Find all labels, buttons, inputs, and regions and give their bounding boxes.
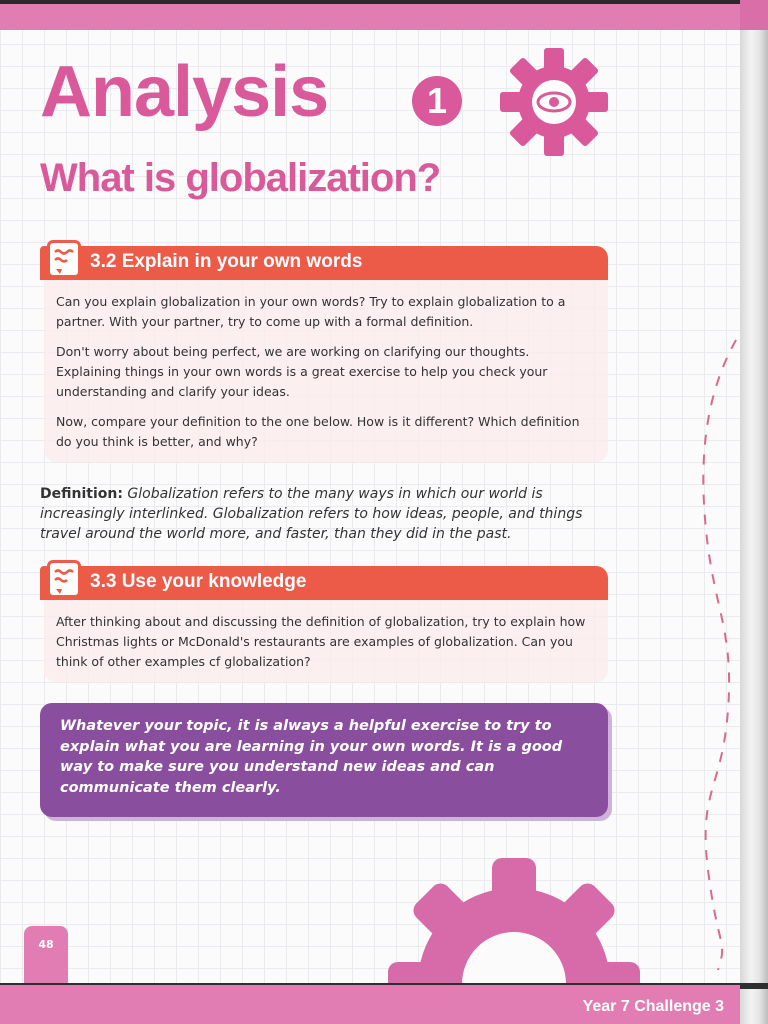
book-spine bbox=[740, 0, 768, 1024]
definition-label: Definition: bbox=[40, 486, 123, 502]
page-subtitle: What is globalization? bbox=[40, 156, 441, 200]
task-3-2-heading: 3.2 Explain in your own words bbox=[90, 251, 363, 272]
task-3-3-header bbox=[40, 566, 608, 600]
task-3-3-body bbox=[44, 600, 608, 682]
section-number-badge: 1 bbox=[412, 76, 462, 126]
gear-icon bbox=[388, 858, 640, 988]
page-number-tab bbox=[24, 926, 68, 988]
task-paragraph: Don't worry about being perfect, we are working on clarifying our thoughts. Explaining things in your own words is a great exercise to help you check your understanding and clarify your ideas. bbox=[56, 344, 548, 399]
task-paragraph: Can you explain globalization in your own words? Try to explain globalization to a partner. With your partner, try to come up with a formal definition. bbox=[56, 294, 566, 329]
chat-squiggle-icon bbox=[47, 240, 81, 278]
book-label: Year 7 Challenge 3 bbox=[582, 998, 724, 1015]
chat-squiggle-icon bbox=[47, 560, 81, 598]
tip-text: Whatever your topic, it is always a helpful exercise to try to explain what you are learning in your own words. It is a good way to make sure you understand new ideas and can communicate them clearly. bbox=[60, 718, 563, 796]
definition-block bbox=[40, 484, 610, 544]
dashed-path-decoration bbox=[698, 330, 738, 970]
task-3-2-header bbox=[40, 246, 608, 280]
task-3-3-heading: 3.3 Use your knowledge bbox=[90, 571, 307, 592]
top-edge bbox=[0, 0, 768, 4]
spine-band bbox=[740, 0, 768, 30]
definition-text: Globalization refers to the many ways in which our world is increasingly interlinked. Globalization refers to how ideas, people, and things travel around the world more, and faster, than they did in the past. bbox=[40, 486, 583, 542]
top-band bbox=[0, 0, 740, 30]
tip-box bbox=[40, 703, 608, 817]
task-3-2-body bbox=[44, 280, 608, 462]
page-number: 48 bbox=[38, 938, 54, 951]
page-title: Analysis bbox=[40, 52, 329, 132]
gear-eye-icon bbox=[500, 48, 608, 156]
task-paragraph: Now, compare your definition to the one below. How is it different? Which definition do you think is better, and why? bbox=[56, 414, 580, 449]
task-paragraph: After thinking about and discussing the definition of globalization, try to explain how Christmas lights or McDonald's restaurants are examples of globalization. Can you think of other examples cf globalization? bbox=[56, 614, 586, 669]
